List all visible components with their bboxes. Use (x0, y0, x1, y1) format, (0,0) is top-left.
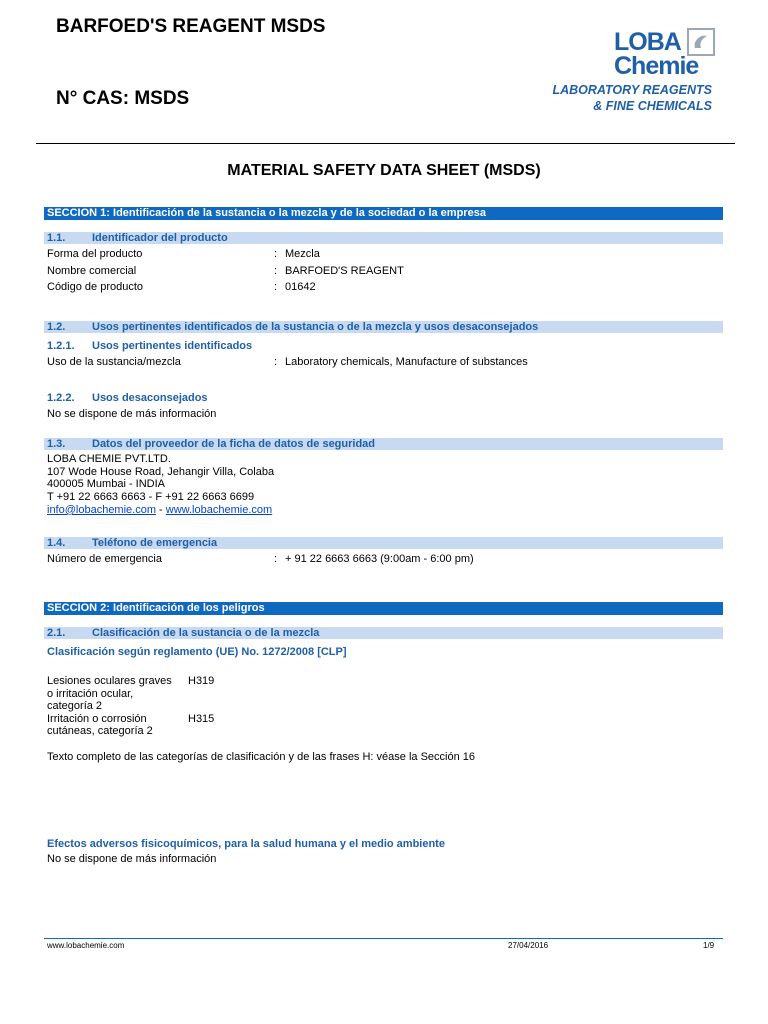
product-code-label: Código de producto (47, 281, 144, 293)
link-separator: - (156, 504, 166, 516)
hazard-2-code: H315 (188, 713, 215, 725)
use-value: Laboratory chemicals, Manufacture of substances (285, 356, 528, 368)
header-divider (36, 143, 735, 144)
footer-website: www.lobachemie.com (47, 941, 125, 950)
subsection-number: 1.4. (47, 537, 66, 549)
footer-divider (44, 938, 723, 939)
subsection-title: Usos pertinentes identificados de la sustancia o de la mezcla y usos desaconsejados (92, 321, 539, 333)
full-text-note: Texto completo de las categorías de clasificación y de las frases H: véase la Sección 16 (47, 751, 476, 763)
trade-name-label: Nombre comercial (47, 265, 137, 277)
adverse-effects-text: No se dispone de más información (47, 853, 217, 865)
email-link[interactable]: info@lobachemie.com (47, 504, 156, 516)
clp-heading: Clasificación según reglamento (UE) No. 1272/2008 [CLP] (47, 646, 347, 658)
hazard-2-line2: cutáneas, categoría 2 (47, 725, 153, 737)
supplier-city: 400005 Mumbai - INDIA (47, 478, 165, 490)
emergency-value: + 91 22 6663 6663 (9:00am - 6:00 pm) (285, 553, 474, 565)
subsection-1-3-bar (44, 438, 723, 450)
subsection-number: 1.1. (47, 232, 66, 244)
no-info-text: No se dispone de más información (47, 408, 217, 420)
cas-number: N° CAS: MSDS (56, 88, 190, 109)
subsection-title: Usos desaconsejados (92, 392, 208, 404)
product-form-value: Mezcla (285, 248, 320, 260)
supplier-phone: T +91 22 6663 6663 - F +91 22 6663 6699 (47, 491, 255, 503)
footer-date: 27/04/2016 (508, 941, 549, 950)
section-1-bar: SECCION 1: Identificación de la sustancia o la mezcla y de la sociedad o la empresa (44, 207, 723, 220)
supplier-address: 107 Wode House Road, Jehangir Villa, Colaba (47, 466, 275, 478)
subsection-number: 2.1. (47, 627, 66, 639)
colon: : (274, 281, 278, 293)
tagline-line1: LABORATORY REAGENTS (552, 83, 712, 97)
supplier-name: LOBA CHEMIE PVT.LTD. (47, 453, 171, 465)
supplier-contact-links (47, 504, 272, 517)
subsection-1-2-1-heading (47, 340, 252, 352)
logo-text-loba: LOBA (614, 28, 681, 56)
subsection-title: Datos del proveedor de la ficha de datos de seguridad (92, 438, 376, 450)
adverse-effects-heading: Efectos adversos fisicoquímicos, para la salud humana y el medio ambiente (47, 838, 445, 850)
colon: : (274, 248, 278, 260)
trade-name-value: BARFOED'S REAGENT (285, 265, 404, 277)
msds-heading: MATERIAL SAFETY DATA SHEET (MSDS) (227, 162, 541, 179)
subsection-1-2-2-heading (47, 392, 208, 404)
subsection-number: 1.2.1. (47, 340, 75, 352)
hazard-2-line1: Irritación o corrosión (47, 713, 147, 725)
subsection-title: Teléfono de emergencia (92, 537, 218, 549)
use-label: Uso de la sustancia/mezcla (47, 356, 181, 368)
colon: : (274, 553, 278, 565)
subsection-2-1-bar (44, 627, 723, 639)
hazard-1-line3: categoría 2 (47, 700, 103, 712)
emergency-label: Número de emergencia (47, 553, 162, 565)
tagline-line2: & FINE CHEMICALS (593, 99, 712, 113)
subsection-number: 1.3. (47, 438, 66, 450)
subsection-number: 1.2. (47, 321, 66, 333)
colon: : (274, 356, 278, 368)
footer-page-number: 1/9 (703, 941, 715, 950)
hazard-1-line1: Lesiones oculares graves (47, 675, 172, 687)
subsection-title: Usos pertinentes identificados (92, 340, 253, 352)
section-2-bar: SECCION 2: Identificación de los peligros (44, 602, 723, 615)
product-code-value: 01642 (285, 281, 316, 293)
website-link[interactable]: www.lobachemie.com (165, 504, 273, 516)
subsection-1-1-bar (44, 232, 723, 244)
logo-text-chemie: Chemie (614, 52, 699, 80)
subsection-title: Identificador del producto (92, 232, 228, 244)
colon: : (274, 265, 278, 277)
subsection-title: Clasificación de la sustancia o de la mezcla (92, 627, 320, 639)
subsection-number: 1.2.2. (47, 392, 75, 404)
hazard-1-line2: o irritación ocular, (47, 688, 134, 700)
subsection-1-4-bar (44, 537, 723, 549)
hazard-1-code: H319 (188, 675, 215, 687)
product-form-label: Forma del producto (47, 248, 143, 260)
subsection-1-2-bar (44, 321, 723, 333)
company-logo (600, 28, 715, 84)
document-title: BARFOED'S REAGENT MSDS (56, 16, 326, 37)
